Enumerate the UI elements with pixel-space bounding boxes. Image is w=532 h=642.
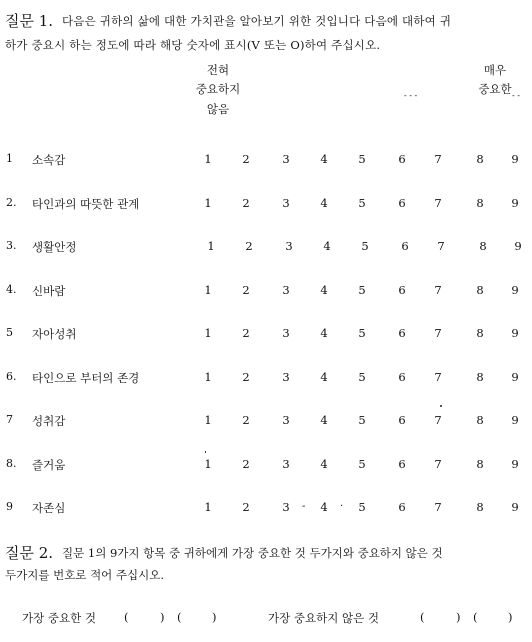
scale-option[interactable]: 4	[320, 370, 328, 384]
scale-option[interactable]: 1	[204, 326, 212, 340]
scale-option[interactable]: 1	[204, 457, 212, 471]
item-label: 타인으로 부터의 존경	[32, 371, 140, 385]
scale-option[interactable]: 9	[514, 239, 522, 253]
item-label: 자아성취	[32, 327, 77, 341]
item-label: 타인과의 따뜻한 관계	[32, 197, 140, 211]
item-number: 8.	[6, 457, 17, 470]
item-number: 1	[6, 152, 13, 165]
most-important-label: 가장 중요한 것	[22, 611, 96, 625]
q2-text-line1: 질문 1의 9가지 항목 중 귀하에게 가장 중요한 것 두가지와 중요하지 않은 것	[62, 546, 443, 560]
scale-option[interactable]: 6	[398, 152, 406, 166]
scale-option[interactable]: 7	[434, 370, 442, 384]
scale-option[interactable]: 5	[358, 370, 366, 384]
scale-option[interactable]: 7	[434, 152, 442, 166]
least-important-label: 가장 중요하지 않은 것	[268, 611, 379, 625]
scale-option[interactable]: 5	[358, 196, 366, 210]
scale-option[interactable]: 8	[476, 152, 484, 166]
scale-option[interactable]: 1	[204, 283, 212, 297]
scale-option[interactable]: 8	[476, 196, 484, 210]
item-number: 5	[6, 326, 13, 339]
scale-option[interactable]: 6	[398, 500, 406, 514]
scale-option[interactable]: 5	[361, 239, 369, 253]
scale-option[interactable]: 3	[282, 413, 290, 427]
scale-option[interactable]: 5	[358, 457, 366, 471]
scale-option[interactable]: 2	[242, 413, 250, 427]
most-important-blank-2-open[interactable]: (	[177, 610, 182, 624]
scale-option[interactable]: 8	[476, 500, 484, 514]
scan-dash: -	[302, 501, 306, 512]
most-important-blank-1-open[interactable]: (	[124, 610, 129, 624]
item-label: 소속감	[32, 153, 66, 167]
scale-option[interactable]: 9	[511, 370, 519, 384]
item-label: 성취감	[32, 414, 66, 428]
scale-option[interactable]: 7	[437, 239, 445, 253]
scale-option[interactable]: 9	[511, 413, 519, 427]
item-number: 2.	[6, 196, 17, 209]
scan-speck	[440, 405, 442, 407]
scale-option[interactable]: 8	[476, 370, 484, 384]
scale-option[interactable]: 3	[282, 283, 290, 297]
header-dashes-mid: - - -	[404, 91, 418, 100]
scale-option[interactable]: 4	[323, 239, 331, 253]
scale-option[interactable]: 6	[401, 239, 409, 253]
scale-option[interactable]: 2	[245, 239, 253, 253]
scale-option[interactable]: 4	[320, 500, 328, 514]
scale-header-right-1: 매우	[483, 63, 507, 77]
scale-option[interactable]: 1	[204, 152, 212, 166]
scale-option[interactable]: 6	[398, 283, 406, 297]
scale-option[interactable]: 8	[476, 457, 484, 471]
item-number: 7	[6, 413, 13, 426]
scale-option[interactable]: 3	[282, 326, 290, 340]
scale-option[interactable]: 6	[398, 457, 406, 471]
item-label: 생활안정	[32, 240, 77, 254]
scale-option[interactable]: 7	[434, 326, 442, 340]
scale-option[interactable]: 2	[242, 370, 250, 384]
scale-option[interactable]: 9	[511, 326, 519, 340]
scale-option[interactable]: 9	[511, 283, 519, 297]
scale-option[interactable]: 7	[434, 196, 442, 210]
scale-option[interactable]: 2	[242, 500, 250, 514]
scale-header-right-2: 중요한	[478, 82, 512, 96]
scale-option[interactable]: 4	[320, 413, 328, 427]
scale-option[interactable]: 5	[358, 283, 366, 297]
item-number: 9	[6, 500, 13, 513]
scale-option[interactable]: 7	[434, 283, 442, 297]
scale-header-left-2: 중요하지	[195, 82, 241, 96]
scale-option[interactable]: 4	[320, 152, 328, 166]
scale-option[interactable]: 2	[242, 283, 250, 297]
scale-option[interactable]: 3	[282, 152, 290, 166]
scale-option[interactable]: 2	[242, 457, 250, 471]
header-dashes-right: - -	[512, 91, 520, 100]
scale-option[interactable]: 9	[511, 457, 519, 471]
scale-option[interactable]: 9	[511, 152, 519, 166]
scale-option[interactable]: 7	[434, 457, 442, 471]
scale-option[interactable]: 6	[398, 370, 406, 384]
q1-label: 질문 1.	[5, 12, 54, 30]
q1-text-line2: 하가 중요시 하는 정도에 따라 해당 숫자에 표시(V 또는 O)하여 주십시오.	[5, 38, 381, 52]
scale-header-left-1: 전혀	[206, 63, 230, 77]
scale-option[interactable]: 1	[204, 370, 212, 384]
scale-option[interactable]: 3	[282, 370, 290, 384]
item-number: 3.	[6, 239, 17, 252]
most-important-blank-1-close[interactable]: )	[160, 610, 165, 624]
scale-option[interactable]: 5	[358, 326, 366, 340]
scale-option[interactable]: 8	[476, 283, 484, 297]
scale-option[interactable]: 8	[479, 239, 487, 253]
scale-option[interactable]: 6	[398, 413, 406, 427]
item-label: 즐거움	[32, 458, 66, 472]
least-important-blank-1-open[interactable]: (	[420, 610, 425, 624]
least-important-blank-1-close[interactable]: )	[456, 610, 461, 624]
scale-header-left-3: 않음	[206, 102, 230, 116]
item-label: 자존심	[32, 501, 66, 515]
scale-option[interactable]: 8	[476, 413, 484, 427]
scale-option[interactable]: 7	[434, 413, 442, 427]
scale-option[interactable]: 8	[476, 326, 484, 340]
scale-option[interactable]: 2	[242, 152, 250, 166]
scan-speck	[205, 451, 206, 453]
scale-option[interactable]: 5	[358, 152, 366, 166]
scale-option[interactable]: 4	[320, 457, 328, 471]
scale-option[interactable]: 6	[398, 196, 406, 210]
scale-option[interactable]: 9	[511, 500, 519, 514]
scale-option[interactable]: 3	[282, 196, 290, 210]
scale-option[interactable]: 6	[398, 326, 406, 340]
scale-option[interactable]: 1	[204, 413, 212, 427]
scan-dash: ·	[340, 501, 344, 512]
least-important-blank-2-open[interactable]: (	[473, 610, 478, 624]
q2-text-line2: 두가지를 번호로 적어 주십시오.	[5, 568, 165, 582]
scale-option[interactable]: 3	[285, 239, 293, 253]
scale-option[interactable]: 7	[434, 500, 442, 514]
scale-option[interactable]: 1	[207, 239, 215, 253]
scale-option[interactable]: 9	[511, 196, 519, 210]
scale-option[interactable]: 2	[242, 196, 250, 210]
least-important-blank-2-close[interactable]: )	[508, 610, 513, 624]
scale-option[interactable]: 5	[358, 413, 366, 427]
q1-text-line1: 다음은 귀하의 삶에 대한 가치관을 알아보기 위한 것입니다 다음에 대하여 귀	[62, 14, 452, 28]
q2-label: 질문 2.	[5, 544, 54, 562]
scale-option[interactable]: 4	[320, 196, 328, 210]
item-number: 4.	[6, 283, 17, 296]
item-number: 6.	[6, 370, 17, 383]
scale-option[interactable]: 2	[242, 326, 250, 340]
most-important-blank-2-close[interactable]: )	[212, 610, 217, 624]
scale-option[interactable]: 1	[204, 196, 212, 210]
scale-option[interactable]: 4	[320, 326, 328, 340]
scale-option[interactable]: 1	[204, 500, 212, 514]
scale-option[interactable]: 4	[320, 283, 328, 297]
scale-option[interactable]: 3	[282, 457, 290, 471]
scale-option[interactable]: 5	[358, 500, 366, 514]
scale-option[interactable]: 3	[282, 500, 290, 514]
item-label: 신바람	[32, 284, 66, 298]
